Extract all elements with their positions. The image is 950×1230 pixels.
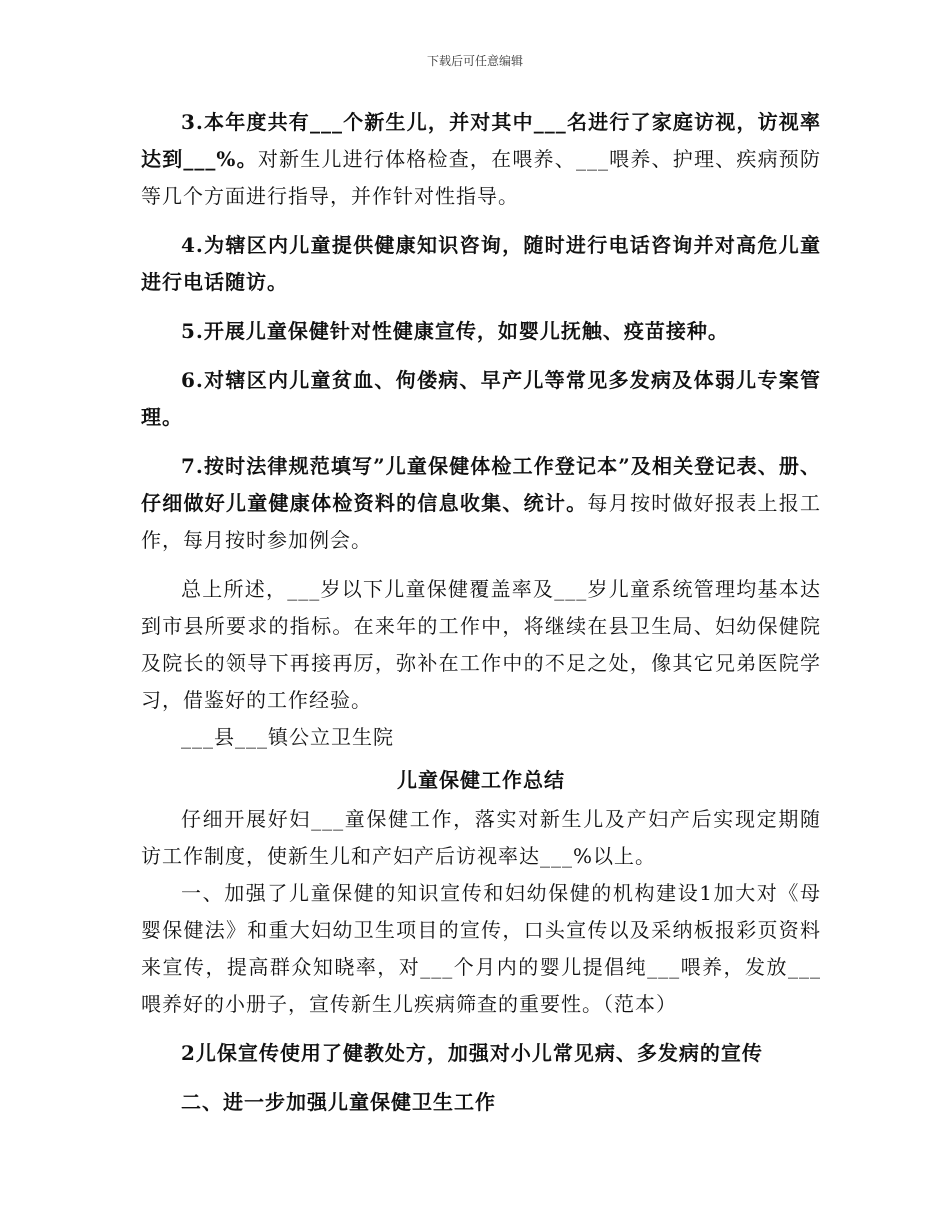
signature-line: ___县___镇公立卫生院: [181, 725, 394, 749]
paragraph-group-1: [141, 104, 821, 756]
section-two-heading: 二、进一步加强儿童保健卫生工作: [181, 1090, 496, 1114]
paragraph-group-2: [141, 801, 821, 1121]
section-one-paragraph: 一、加强了儿童保健的知识宣传和妇幼保健的机构建设1加大对《母婴保健法》和重大妇幼卫生项目的宣传，口头宣传以及采纳板报彩页资料来宣传，提高群众知晓率，对___个月内的婴儿提倡纯___喂养，发放___喂养好的小册子，宣传新生儿疾病筛查的重要性。（范本）: [141, 881, 821, 1016]
paragraph-rest-text: 每月按时做好报表上报工作，每月按时参加例会。: [141, 491, 822, 552]
paragraph-rest-text: 对新生儿进行体格检查，在喂养、___喂养、护理、疾病预防等几个方面进行指导，并作针对性指导。: [141, 147, 822, 208]
section-title: 儿童保健工作总结: [397, 768, 565, 792]
paragraph-item-5: 5.开展儿童保健针对性健康宣传，如婴儿抚触、疫苗接种。: [181, 319, 729, 343]
paragraph-bold-text: 3.本年度共有___个新生儿，并对其中___名进行了家庭访视，访视率达到___%。: [141, 110, 821, 171]
paragraph-item-7: [141, 448, 821, 559]
page-header: 下载后可任意编辑: [426, 54, 523, 68]
publicity-paragraph: 2儿保宣传使用了健教处方，加强对小儿常见病、多发病的宣传: [181, 1041, 763, 1065]
document-body: [141, 104, 821, 1121]
intro-paragraph: 仔细开展好妇___童保健工作，落实对新生儿及产妇产后实现定期随访工作制度，使新生儿和产妇产后访视率达___%以上。: [141, 807, 821, 868]
paragraph-item-4: 4.为辖区内儿童提供健康知识咨询，随时进行电话咨询并对高危儿童进行电话随访。: [141, 233, 821, 294]
paragraph-item-6: 6.对辖区内儿童贫血、佝偻病、早产儿等常见多发病及体弱儿专案管理。: [141, 368, 821, 429]
paragraph-item-3: [141, 104, 821, 215]
paragraph-bold-text: 7.按时法律规范填写”儿童保健体检工作登记本”及相关登记表、册、仔细做好儿童健康体检资料的信息收集、统计。: [141, 454, 821, 515]
summary-paragraph: 总上所述，___岁以下儿童保健覆盖率及___岁儿童系统管理均基本达到市县所要求的指标。在来年的工作中，将继续在县卫生局、妇幼保健院及院长的领导下再接再厉，弥补在工作中的不足之处，像其它兄弟医院学习，借鉴好的工作经验。: [141, 577, 821, 712]
